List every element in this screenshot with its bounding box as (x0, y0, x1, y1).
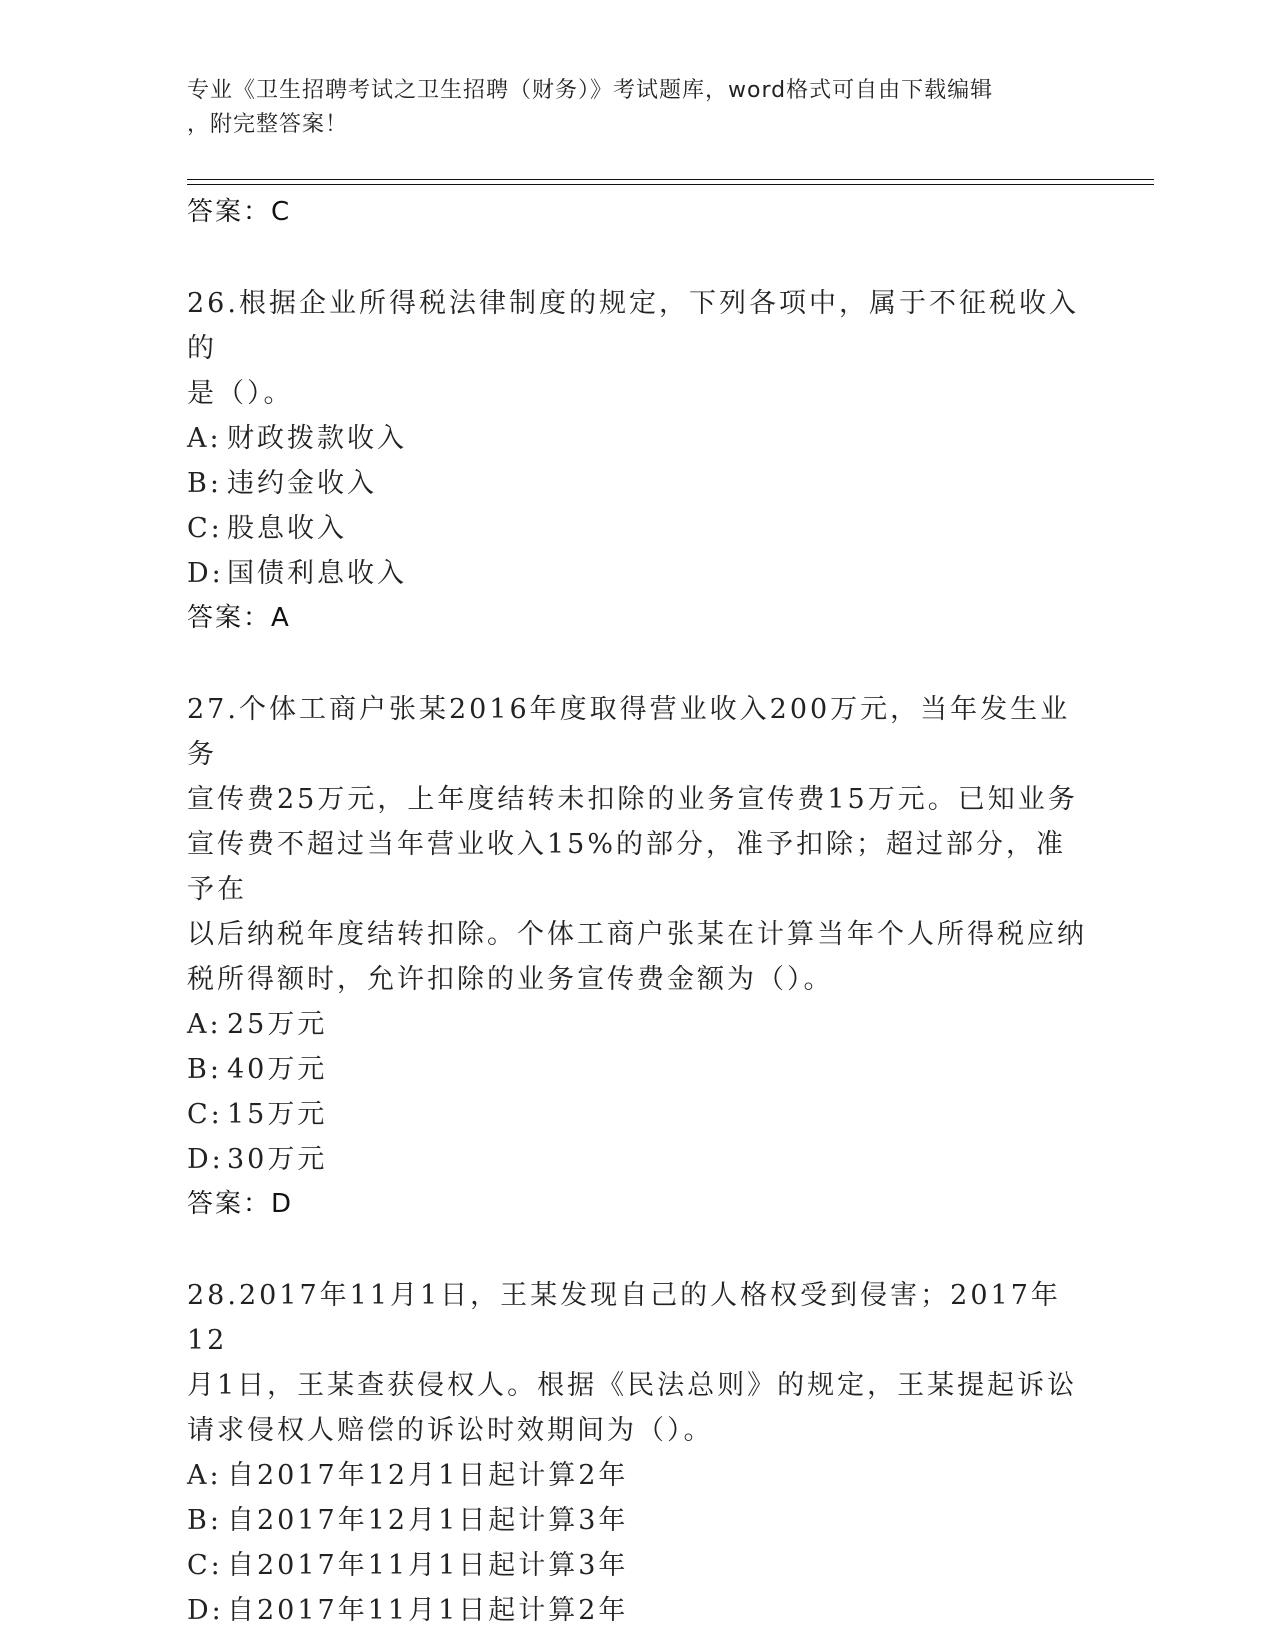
question-block (187, 1273, 1087, 1633)
option-letter: C: (187, 1550, 223, 1581)
option-c (187, 1543, 1087, 1588)
question-block (187, 687, 1087, 1227)
option-b (187, 1047, 1087, 1092)
answer-value: C (271, 197, 292, 227)
option-text: 40万元 (227, 1054, 328, 1085)
option-letter: C: (187, 1099, 223, 1130)
question-line: 宣传费25万元，上年度结转未扣除的业务宣传费15万元。已知业务 (187, 784, 1078, 815)
option-letter: A: (187, 1460, 222, 1491)
header-rule-top (187, 179, 1154, 180)
option-text: 自2017年12月1日起计算2年 (227, 1460, 629, 1491)
answer-label: 答案： (187, 1189, 272, 1219)
option-a (187, 416, 1087, 461)
option-letter: D: (187, 1595, 224, 1626)
header-line-2: ，附完整答案！ (187, 112, 349, 137)
option-letter: B: (187, 1054, 222, 1085)
option-letter: D: (187, 558, 224, 589)
header-rule-bottom (187, 184, 1154, 185)
question-line: 27.个体工商户张某2016年度取得营业收入200万元，当年发生业务 (187, 694, 1071, 770)
option-letter: B: (187, 1505, 222, 1536)
option-b (187, 461, 1087, 506)
question-line: 请求侵权人赔偿的诉讼时效期间为（）。 (187, 1415, 714, 1446)
option-text: 自2017年11月1日起计算2年 (227, 1595, 629, 1626)
question-line: 28.2017年11月1日，王某发现自己的人格权受到侵害；2017年12 (187, 1280, 1061, 1356)
option-d (187, 1137, 1087, 1182)
question-line: 是（）。 (187, 378, 294, 409)
header-line-1: 专业《卫生招聘考试之卫生招聘（财务）》考试题库，word格式可自由下载编辑 (187, 78, 994, 103)
option-a (187, 1002, 1087, 1047)
answer-label: 答案： (187, 197, 272, 227)
answer-value: A (271, 603, 291, 633)
option-text: 25万元 (227, 1009, 328, 1040)
option-text: 15万元 (227, 1099, 328, 1130)
option-letter: A: (187, 423, 222, 454)
answer-line (187, 596, 1087, 641)
question-line: 26.根据企业所得税法律制度的规定，下列各项中，属于不征税收入的 (187, 288, 1079, 364)
option-letter: D: (187, 1144, 224, 1175)
option-text: 国债利息收入 (227, 558, 407, 589)
option-text: 财政拨款收入 (227, 423, 407, 454)
option-letter: B: (187, 468, 222, 499)
question-line: 税所得额时，允许扣除的业务宣传费金额为（）。 (187, 964, 834, 995)
option-b (187, 1498, 1087, 1543)
question-line: 以后纳税年度结转扣除。个体工商户张某在计算当年个人所得税应纳 (187, 919, 1087, 950)
option-d (187, 551, 1087, 596)
question-line: 宣传费不超过当年营业收入15%的部分，准予扣除；超过部分，准予在 (187, 829, 1067, 905)
question-line: 月1日，王某查获侵权人。根据《民法总则》的规定，王某提起诉讼 (187, 1370, 1078, 1401)
option-text: 30万元 (227, 1144, 328, 1175)
option-a (187, 1453, 1087, 1498)
question-content (187, 190, 1087, 1633)
option-c (187, 506, 1087, 551)
option-d (187, 1588, 1087, 1633)
answer-line (187, 1182, 1087, 1227)
option-letter: A: (187, 1009, 222, 1040)
option-text: 股息收入 (227, 513, 347, 544)
answer-value: D (271, 1189, 294, 1219)
option-text: 自2017年11月1日起计算3年 (227, 1550, 629, 1581)
option-text: 自2017年12月1日起计算3年 (227, 1505, 629, 1536)
answer-line (187, 190, 1087, 235)
question-block (187, 281, 1087, 641)
document-header (187, 74, 1067, 142)
option-c (187, 1092, 1087, 1137)
answer-label: 答案： (187, 603, 272, 633)
option-text: 违约金收入 (227, 468, 377, 499)
option-letter: C: (187, 513, 223, 544)
